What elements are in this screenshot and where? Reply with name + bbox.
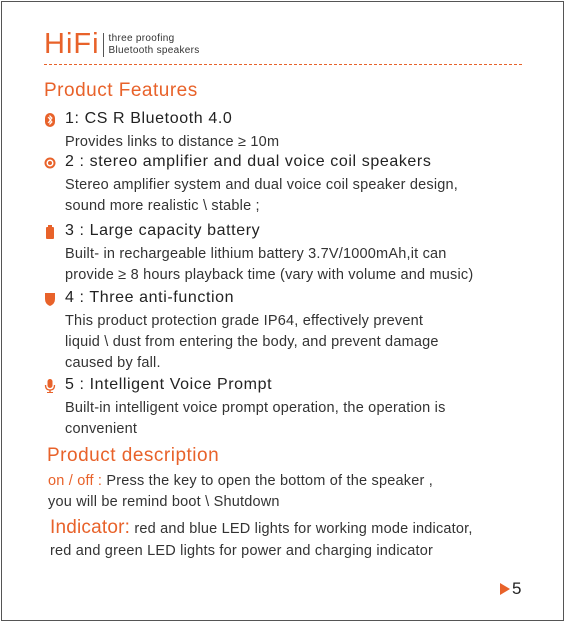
feature-desc-line: caused by fall.	[65, 355, 161, 371]
feature-title: 2 : stereo amplifier and dual voice coil speakers	[65, 153, 432, 170]
header-divider	[44, 64, 522, 65]
onoff-text: Press the key to open the bottom of the speaker ,	[102, 473, 433, 489]
page-number-text: 5	[512, 579, 522, 598]
hifi-logo: HiFi	[44, 28, 100, 60]
feature-desc-line: Built-in intelligent voice prompt operation, the operation is	[65, 400, 446, 416]
onoff-label: on / off :	[48, 473, 103, 489]
features-title: Product Features	[44, 80, 198, 101]
feature-desc-line: Stereo amplifier system and dual voice coil speaker design,	[65, 177, 459, 193]
bluetooth-icon	[44, 113, 56, 127]
microphone-icon	[44, 379, 56, 393]
onoff-line-2: you will be remind boot \ Shutdown	[48, 494, 280, 510]
page-number	[500, 579, 521, 599]
feature-title: 1: CS R Bluetooth 4.0	[65, 110, 233, 127]
feature-title: 5 : Intelligent Voice Prompt	[65, 376, 273, 393]
indicator-line-2: red and green LED lights for power and charging indicator	[50, 543, 433, 559]
logo-divider	[103, 33, 104, 57]
feature-desc-line: This product protection grade IP64, effectively prevent	[65, 313, 424, 329]
onoff-line	[48, 473, 433, 489]
feature-desc-line: Built- in rechargeable lithium battery 3.7V/1000mAh,it can	[65, 246, 447, 262]
indicator-line	[50, 517, 473, 539]
indicator-text: red and blue LED lights for working mode indicator,	[130, 521, 473, 537]
tagline-line-2: Bluetooth speakers	[108, 44, 200, 56]
description-title: Product description	[47, 445, 220, 466]
triangle-right-icon	[500, 583, 510, 595]
header	[44, 30, 200, 59]
feature-title: 4 : Three anti-function	[65, 289, 235, 306]
feature-desc-line: convenient	[65, 421, 138, 437]
tagline	[109, 33, 200, 57]
feature-desc-line: sound more realistic \ stable ;	[65, 198, 260, 214]
indicator-label: Indicator:	[50, 517, 131, 538]
tagline-line-1: three proofing	[108, 32, 175, 44]
shield-icon	[44, 292, 56, 306]
feature-desc-line: Provides links to distance ≥ 10m	[65, 134, 280, 150]
feature-desc-line: provide ≥ 8 hours playback time (vary with volume and music)	[65, 267, 474, 283]
speaker-icon	[44, 156, 56, 170]
feature-desc-line: liquid \ dust from entering the body, and prevent damage	[65, 334, 439, 350]
feature-title: 3 : Large capacity battery	[65, 222, 261, 239]
battery-icon	[44, 225, 56, 239]
